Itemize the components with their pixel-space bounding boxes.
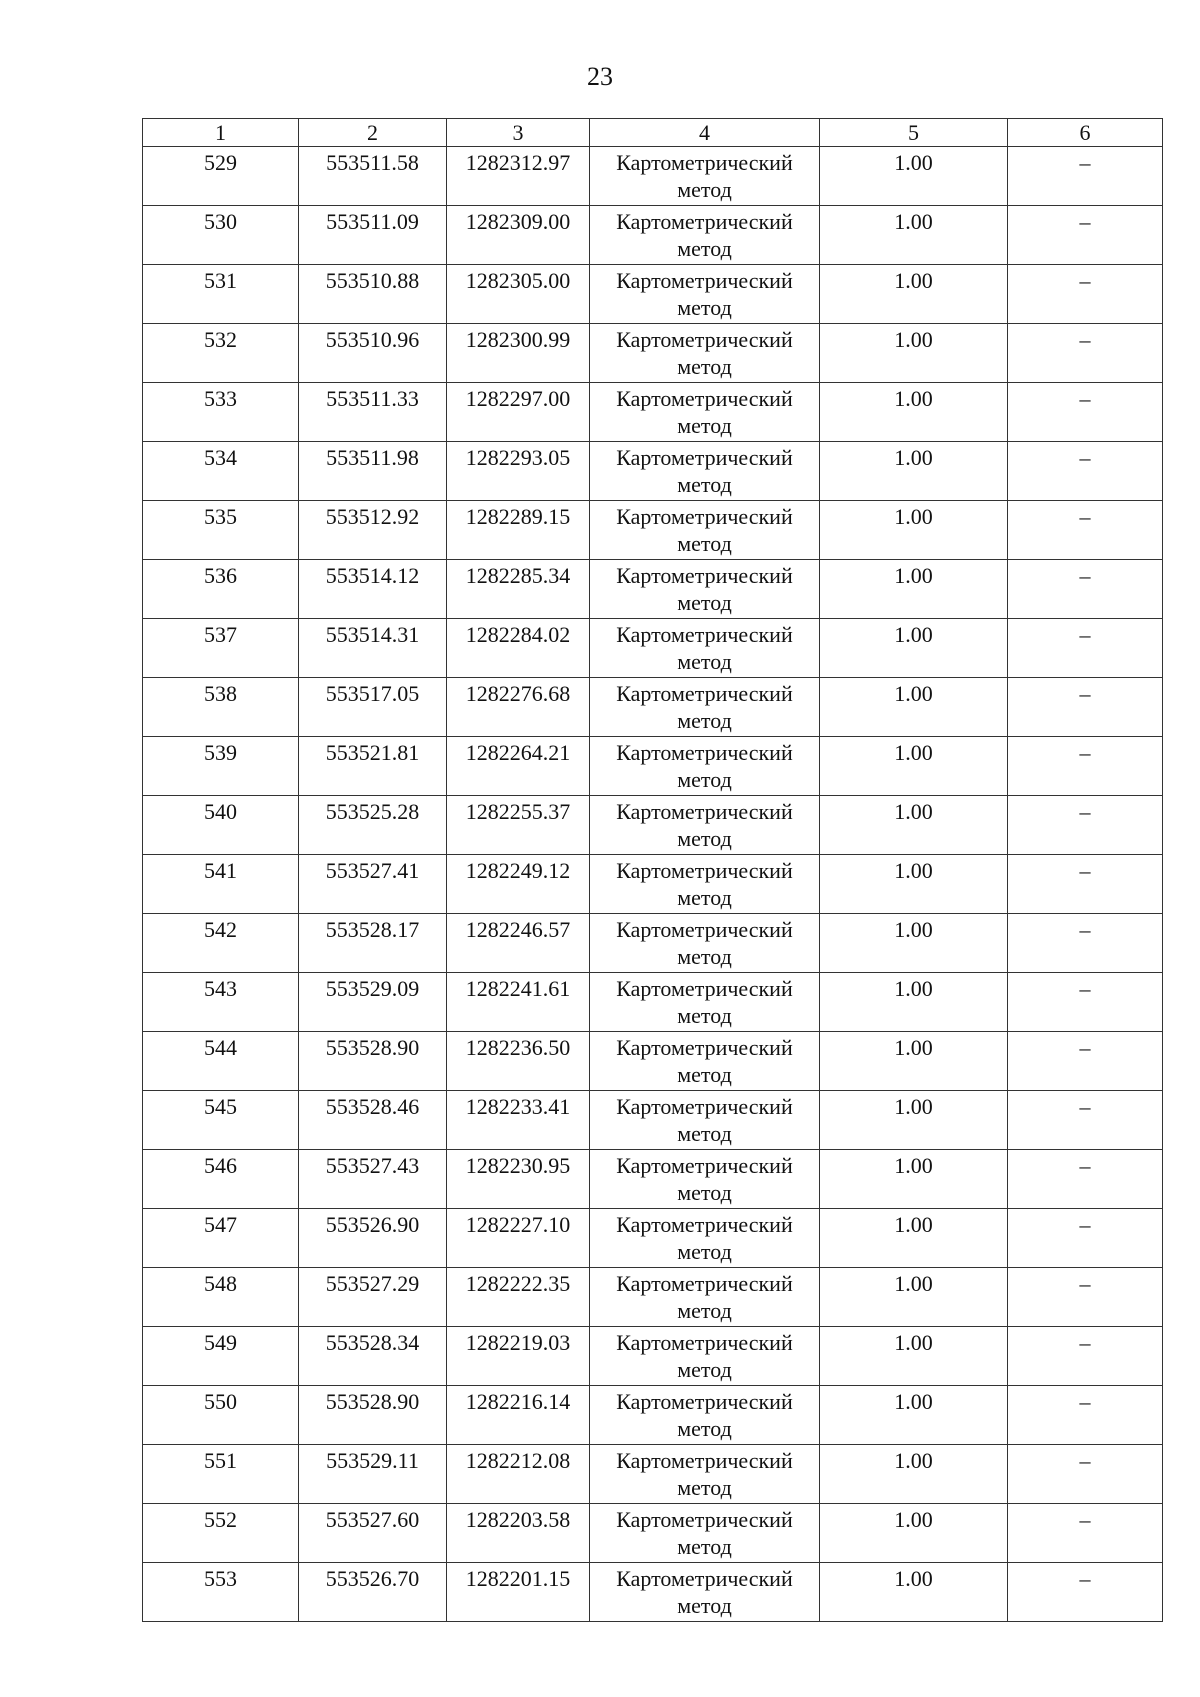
note-cell: –: [1008, 1504, 1163, 1563]
point-number-cell: 540: [143, 796, 299, 855]
accuracy-cell: 1.00: [820, 1327, 1008, 1386]
x-coordinate-cell: 553510.88: [299, 265, 447, 324]
y-coordinate-cell: 1282300.99: [447, 324, 590, 383]
method-cell: Картометрический метод: [590, 1268, 820, 1327]
x-coordinate-cell: 553527.29: [299, 1268, 447, 1327]
y-coordinate-cell: 1282236.50: [447, 1032, 590, 1091]
point-number-cell: 543: [143, 973, 299, 1032]
x-coordinate-cell: 553514.12: [299, 560, 447, 619]
note-cell: –: [1008, 1209, 1163, 1268]
y-coordinate-cell: 1282249.12: [447, 855, 590, 914]
method-cell: Картометрический метод: [590, 1327, 820, 1386]
accuracy-cell: 1.00: [820, 1032, 1008, 1091]
y-coordinate-cell: 1282212.08: [447, 1445, 590, 1504]
x-coordinate-cell: 553526.70: [299, 1563, 447, 1622]
y-coordinate-cell: 1282201.15: [447, 1563, 590, 1622]
point-number-cell: 551: [143, 1445, 299, 1504]
method-cell: Картометрический метод: [590, 501, 820, 560]
point-number-cell: 539: [143, 737, 299, 796]
table-row: [143, 1091, 1163, 1150]
header-cell-1: 1: [143, 119, 299, 147]
y-coordinate-cell: 1282203.58: [447, 1504, 590, 1563]
y-coordinate-cell: 1282246.57: [447, 914, 590, 973]
note-cell: –: [1008, 1032, 1163, 1091]
method-cell: Картометрический метод: [590, 1209, 820, 1268]
x-coordinate-cell: 553514.31: [299, 619, 447, 678]
method-cell: Картометрический метод: [590, 678, 820, 737]
header-cell-4: 4: [590, 119, 820, 147]
x-coordinate-cell: 553510.96: [299, 324, 447, 383]
point-number-cell: 531: [143, 265, 299, 324]
table-row: [143, 796, 1163, 855]
table-row: [143, 914, 1163, 973]
y-coordinate-cell: 1282219.03: [447, 1327, 590, 1386]
table-row: [143, 1150, 1163, 1209]
note-cell: –: [1008, 737, 1163, 796]
point-number-cell: 542: [143, 914, 299, 973]
table-row: [143, 501, 1163, 560]
method-cell: Картометрический метод: [590, 1563, 820, 1622]
method-cell: Картометрический метод: [590, 383, 820, 442]
table-row: [143, 324, 1163, 383]
point-number-cell: 549: [143, 1327, 299, 1386]
table-row: [143, 1563, 1163, 1622]
accuracy-cell: 1.00: [820, 1209, 1008, 1268]
method-cell: Картометрический метод: [590, 914, 820, 973]
point-number-cell: 534: [143, 442, 299, 501]
point-number-cell: 532: [143, 324, 299, 383]
note-cell: –: [1008, 1445, 1163, 1504]
x-coordinate-cell: 553529.09: [299, 973, 447, 1032]
table-row: [143, 737, 1163, 796]
point-number-cell: 544: [143, 1032, 299, 1091]
x-coordinate-cell: 553526.90: [299, 1209, 447, 1268]
table-row: [143, 1268, 1163, 1327]
x-coordinate-cell: 553517.05: [299, 678, 447, 737]
x-coordinate-cell: 553528.17: [299, 914, 447, 973]
method-cell: Картометрический метод: [590, 324, 820, 383]
table-row: [143, 1327, 1163, 1386]
accuracy-cell: 1.00: [820, 1091, 1008, 1150]
point-number-cell: 536: [143, 560, 299, 619]
x-coordinate-cell: 553527.43: [299, 1150, 447, 1209]
x-coordinate-cell: 553527.60: [299, 1504, 447, 1563]
method-cell: Картометрический метод: [590, 265, 820, 324]
method-cell: Картометрический метод: [590, 737, 820, 796]
x-coordinate-cell: 553527.41: [299, 855, 447, 914]
method-cell: Картометрический метод: [590, 206, 820, 265]
header-cell-6: 6: [1008, 119, 1163, 147]
table-row: [143, 1445, 1163, 1504]
accuracy-cell: 1.00: [820, 265, 1008, 324]
accuracy-cell: 1.00: [820, 973, 1008, 1032]
note-cell: –: [1008, 560, 1163, 619]
note-cell: –: [1008, 206, 1163, 265]
note-cell: –: [1008, 1327, 1163, 1386]
note-cell: –: [1008, 383, 1163, 442]
note-cell: –: [1008, 973, 1163, 1032]
note-cell: –: [1008, 1386, 1163, 1445]
accuracy-cell: 1.00: [820, 855, 1008, 914]
note-cell: –: [1008, 678, 1163, 737]
note-cell: –: [1008, 147, 1163, 206]
method-cell: Картометрический метод: [590, 1445, 820, 1504]
accuracy-cell: 1.00: [820, 914, 1008, 973]
point-number-cell: 553: [143, 1563, 299, 1622]
y-coordinate-cell: 1282230.95: [447, 1150, 590, 1209]
x-coordinate-cell: 553511.09: [299, 206, 447, 265]
accuracy-cell: 1.00: [820, 1445, 1008, 1504]
note-cell: –: [1008, 914, 1163, 973]
header-cell-5: 5: [820, 119, 1008, 147]
method-cell: Картометрический метод: [590, 1091, 820, 1150]
header-cell-2: 2: [299, 119, 447, 147]
y-coordinate-cell: 1282284.02: [447, 619, 590, 678]
method-cell: Картометрический метод: [590, 442, 820, 501]
note-cell: –: [1008, 1150, 1163, 1209]
table-row: [143, 206, 1163, 265]
point-number-cell: 545: [143, 1091, 299, 1150]
note-cell: –: [1008, 796, 1163, 855]
x-coordinate-cell: 553525.28: [299, 796, 447, 855]
accuracy-cell: 1.00: [820, 678, 1008, 737]
y-coordinate-cell: 1282285.34: [447, 560, 590, 619]
x-coordinate-cell: 553528.90: [299, 1032, 447, 1091]
method-cell: Картометрический метод: [590, 1150, 820, 1209]
point-number-cell: 547: [143, 1209, 299, 1268]
x-coordinate-cell: 553511.58: [299, 147, 447, 206]
table-row: [143, 619, 1163, 678]
accuracy-cell: 1.00: [820, 560, 1008, 619]
accuracy-cell: 1.00: [820, 1386, 1008, 1445]
method-cell: Картометрический метод: [590, 1032, 820, 1091]
y-coordinate-cell: 1282289.15: [447, 501, 590, 560]
point-number-cell: 550: [143, 1386, 299, 1445]
table-row: [143, 1386, 1163, 1445]
accuracy-cell: 1.00: [820, 324, 1008, 383]
accuracy-cell: 1.00: [820, 1268, 1008, 1327]
accuracy-cell: 1.00: [820, 619, 1008, 678]
method-cell: Картометрический метод: [590, 1386, 820, 1445]
point-number-cell: 537: [143, 619, 299, 678]
method-cell: Картометрический метод: [590, 619, 820, 678]
x-coordinate-cell: 553529.11: [299, 1445, 447, 1504]
x-coordinate-cell: 553528.34: [299, 1327, 447, 1386]
x-coordinate-cell: 553528.90: [299, 1386, 447, 1445]
header-cell-3: 3: [447, 119, 590, 147]
note-cell: –: [1008, 324, 1163, 383]
note-cell: –: [1008, 501, 1163, 560]
x-coordinate-cell: 553511.98: [299, 442, 447, 501]
x-coordinate-cell: 553511.33: [299, 383, 447, 442]
accuracy-cell: 1.00: [820, 1563, 1008, 1622]
note-cell: –: [1008, 619, 1163, 678]
accuracy-cell: 1.00: [820, 206, 1008, 265]
y-coordinate-cell: 1282241.61: [447, 973, 590, 1032]
accuracy-cell: 1.00: [820, 1504, 1008, 1563]
table-row: [143, 678, 1163, 737]
table-row: [143, 1504, 1163, 1563]
table-row: [143, 442, 1163, 501]
note-cell: –: [1008, 265, 1163, 324]
y-coordinate-cell: 1282293.05: [447, 442, 590, 501]
accuracy-cell: 1.00: [820, 442, 1008, 501]
y-coordinate-cell: 1282297.00: [447, 383, 590, 442]
x-coordinate-cell: 553521.81: [299, 737, 447, 796]
point-number-cell: 541: [143, 855, 299, 914]
y-coordinate-cell: 1282264.21: [447, 737, 590, 796]
point-number-cell: 552: [143, 1504, 299, 1563]
point-number-cell: 548: [143, 1268, 299, 1327]
method-cell: Картометрический метод: [590, 147, 820, 206]
table-row: [143, 383, 1163, 442]
point-number-cell: 533: [143, 383, 299, 442]
y-coordinate-cell: 1282216.14: [447, 1386, 590, 1445]
accuracy-cell: 1.00: [820, 1150, 1008, 1209]
y-coordinate-cell: 1282312.97: [447, 147, 590, 206]
method-cell: Картометрический метод: [590, 560, 820, 619]
method-cell: Картометрический метод: [590, 1504, 820, 1563]
point-number-cell: 538: [143, 678, 299, 737]
table-row: [143, 1209, 1163, 1268]
y-coordinate-cell: 1282233.41: [447, 1091, 590, 1150]
note-cell: –: [1008, 855, 1163, 914]
accuracy-cell: 1.00: [820, 147, 1008, 206]
table-row: [143, 855, 1163, 914]
note-cell: –: [1008, 1268, 1163, 1327]
point-number-cell: 546: [143, 1150, 299, 1209]
coordinates-table: [142, 118, 1163, 1622]
note-cell: –: [1008, 1563, 1163, 1622]
note-cell: –: [1008, 442, 1163, 501]
y-coordinate-cell: 1282222.35: [447, 1268, 590, 1327]
y-coordinate-cell: 1282309.00: [447, 206, 590, 265]
table-row: [143, 1032, 1163, 1091]
point-number-cell: 530: [143, 206, 299, 265]
table-row: [143, 973, 1163, 1032]
page-number: 23: [587, 62, 613, 91]
method-cell: Картометрический метод: [590, 855, 820, 914]
method-cell: Картометрический метод: [590, 796, 820, 855]
table-body: [143, 147, 1163, 1622]
point-number-cell: 529: [143, 147, 299, 206]
method-cell: Картометрический метод: [590, 973, 820, 1032]
accuracy-cell: 1.00: [820, 737, 1008, 796]
y-coordinate-cell: 1282227.10: [447, 1209, 590, 1268]
point-number-cell: 535: [143, 501, 299, 560]
header-row: [143, 119, 1163, 147]
y-coordinate-cell: 1282305.00: [447, 265, 590, 324]
table-row: [143, 265, 1163, 324]
y-coordinate-cell: 1282255.37: [447, 796, 590, 855]
accuracy-cell: 1.00: [820, 383, 1008, 442]
table-row: [143, 147, 1163, 206]
table-row: [143, 560, 1163, 619]
y-coordinate-cell: 1282276.68: [447, 678, 590, 737]
note-cell: –: [1008, 1091, 1163, 1150]
x-coordinate-cell: 553512.92: [299, 501, 447, 560]
accuracy-cell: 1.00: [820, 796, 1008, 855]
x-coordinate-cell: 553528.46: [299, 1091, 447, 1150]
accuracy-cell: 1.00: [820, 501, 1008, 560]
